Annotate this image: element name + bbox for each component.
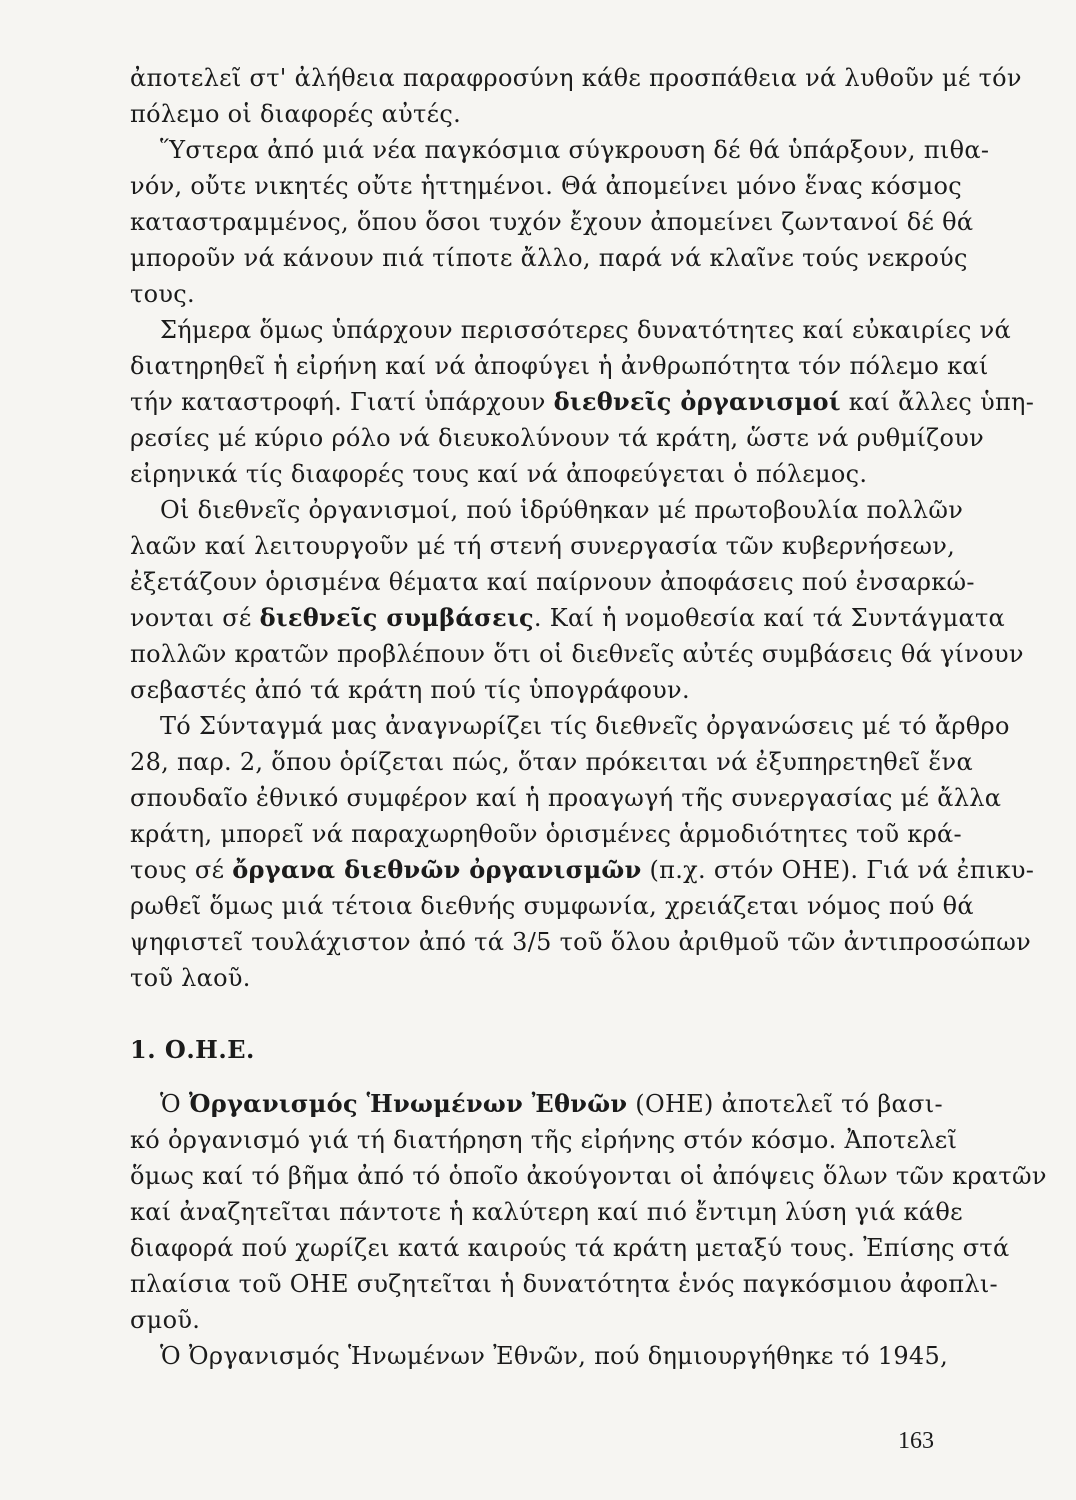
text-line: Ὁ Ὀργανισμός Ἡνωμένων Ἐθνῶν, πού δημιουργήθηκε τό 1945, — [160, 1342, 949, 1370]
text-line: πολλῶν κρατῶν προβλέπουν ὅτι οἱ διεθνεῖς αὐτές συμβάσεις θά γίνουν — [130, 640, 1024, 668]
bold-term: διεθνεῖς ὀργανισμοί — [553, 387, 841, 416]
text-line: Οἱ διεθνεῖς ὀργανισμοί, πού ἱδρύθηκαν μέ πρωτοβουλία πολλῶν — [160, 496, 964, 524]
text-line: διατηρηθεῖ ἡ εἰρήνη καί νά ἀποφύγει ἡ ἀνθρωπότητα τόν πόλεμο καί — [130, 352, 989, 380]
bold-term: ὄργανα διεθνῶν ὀργανισμῶν — [232, 855, 642, 884]
text-run: (ΟΗΕ) ἀποτελεῖ τό βασι- — [627, 1090, 943, 1118]
text-line: καταστραμμένος, ὅπου ὅσοι τυχόν ἔχουν ἀπομείνει ζωντανοί δέ θά — [130, 208, 974, 236]
text-line: Τό Σύνταγμά μας ἀναγνωρίζει τίς διεθνεῖς ὀργανώσεις μέ τό ἄρθρο — [160, 712, 1010, 740]
text-line: πόλεμο οἱ διαφορές αὐτές. — [130, 100, 462, 128]
text-line — [130, 384, 1035, 420]
text-line: κό ὀργανισμό γιά τή διατήρηση τῆς εἰρήνης στόν κόσμο. Ἀποτελεῖ — [130, 1126, 958, 1154]
text-line: καί ἀναζητεῖται πάντοτε ἡ καλύτερη καί πιό ἔντιμη λύση γιά κάθε — [130, 1198, 963, 1226]
text-line: Σήμερα ὅμως ὑπάρχουν περισσότερες δυνατότητες καί εὐκαιρίες νά — [160, 316, 1012, 344]
text-line: ἀποτελεῖ στ' ἀλήθεια παραφροσύνη κάθε προσπάθεια νά λυθοῦν μέ τόν — [130, 64, 1022, 92]
text-line: ψηφιστεῖ τουλάχιστον ἀπό τά 3/5 τοῦ ὅλου ἀριθμοῦ τῶν ἀντιπροσώπων — [130, 928, 1031, 956]
text-line: ἐξετάζουν ὁρισμένα θέματα καί παίρνουν ἀποφάσεις πού ἐνσαρκώ- — [130, 568, 975, 596]
text-line: ρεσίες μέ κύριο ρόλο νά διευκολύνουν τά κράτη, ὥστε νά ρυθμίζουν — [130, 424, 984, 452]
text-line: τοῦ λαοῦ. — [130, 964, 251, 992]
text-line: νόν, οὔτε νικητές οὔτε ἡττημένοι. Θά ἀπομείνει μόνο ἕνας κόσμος — [130, 172, 962, 200]
section-heading: 1. Ο.Η.Ε. — [130, 1035, 255, 1064]
text-run: τους σέ — [130, 856, 233, 884]
text-line: 28, παρ. 2, ὅπου ὁρίζεται πώς, ὅταν πρόκειται νά ἐξυπηρετηθεῖ ἕνα — [130, 748, 973, 776]
text-line: σμοῦ. — [130, 1306, 201, 1334]
text-line — [130, 1086, 943, 1122]
text-run: (π.χ. στόν ΟΗΕ). Γιά νά ἐπικυ- — [641, 856, 1035, 884]
text-line: σπουδαῖο ἐθνικό συμφέρον καί ἡ προαγωγή τῆς συνεργασίας μέ ἄλλα — [130, 784, 1002, 812]
text-line: μποροῦν νά κάνουν πιά τίποτε ἄλλο, παρά νά κλαῖνε τούς νεκρούς — [130, 244, 968, 272]
page-number: 163 — [898, 1428, 934, 1454]
text-line: κράτη, μπορεῖ νά παραχωρηθοῦν ὁρισμένες ἁρμοδιότητες τοῦ κρά- — [130, 820, 962, 848]
body-text — [130, 60, 1047, 1374]
text-run: Ὁ — [160, 1090, 189, 1118]
text-run: καί ἄλλες ὑπη- — [840, 388, 1035, 416]
text-line: τους. — [130, 280, 195, 308]
text-line: πλαίσια τοῦ ΟΗΕ συζητεῖται ἡ δυνατότητα ἑνός παγκόσμιου ἀφοπλι- — [130, 1270, 998, 1298]
bold-term: Ὀργανισμός Ἡνωμένων Ἐθνῶν — [188, 1089, 628, 1118]
bold-term: διεθνεῖς συμβάσεις — [259, 603, 534, 632]
text-line: διαφορά πού χωρίζει κατά καιρούς τά κράτη μεταξύ τους. Ἐπίσης στά — [130, 1234, 1010, 1262]
text-line: ρωθεῖ ὅμως μιά τέτοια διεθνής συμφωνία, χρειάζεται νόμος πού θά — [130, 892, 974, 920]
text-line: σεβαστές ἀπό τά κράτη πού τίς ὑπογράφουν. — [130, 676, 690, 704]
text-line — [130, 852, 1035, 888]
text-line: Ὕστερα ἀπό μιά νέα παγκόσμια σύγκρουση δέ θά ὑπάρξουν, πιθα- — [160, 136, 990, 164]
text-run: νονται σέ — [130, 604, 260, 632]
text-run: . Καί ἡ νομοθεσία καί τά Συντάγματα — [533, 604, 1006, 632]
text-run: τήν καταστροφή. Γιατί ὑπάρχουν — [130, 388, 554, 416]
text-line: εἰρηνικά τίς διαφορές τους καί νά ἀποφεύγεται ὁ πόλεμος. — [130, 460, 868, 488]
text-line: ὅμως καί τό βῆμα ἀπό τό ὁποῖο ἀκούγονται οἱ ἀπόψεις ὅλων τῶν κρατῶν — [130, 1162, 1047, 1190]
text-line: λαῶν καί λειτουργοῦν μέ τή στενή συνεργασία τῶν κυβερνήσεων, — [130, 532, 956, 560]
text-line — [130, 600, 1006, 636]
